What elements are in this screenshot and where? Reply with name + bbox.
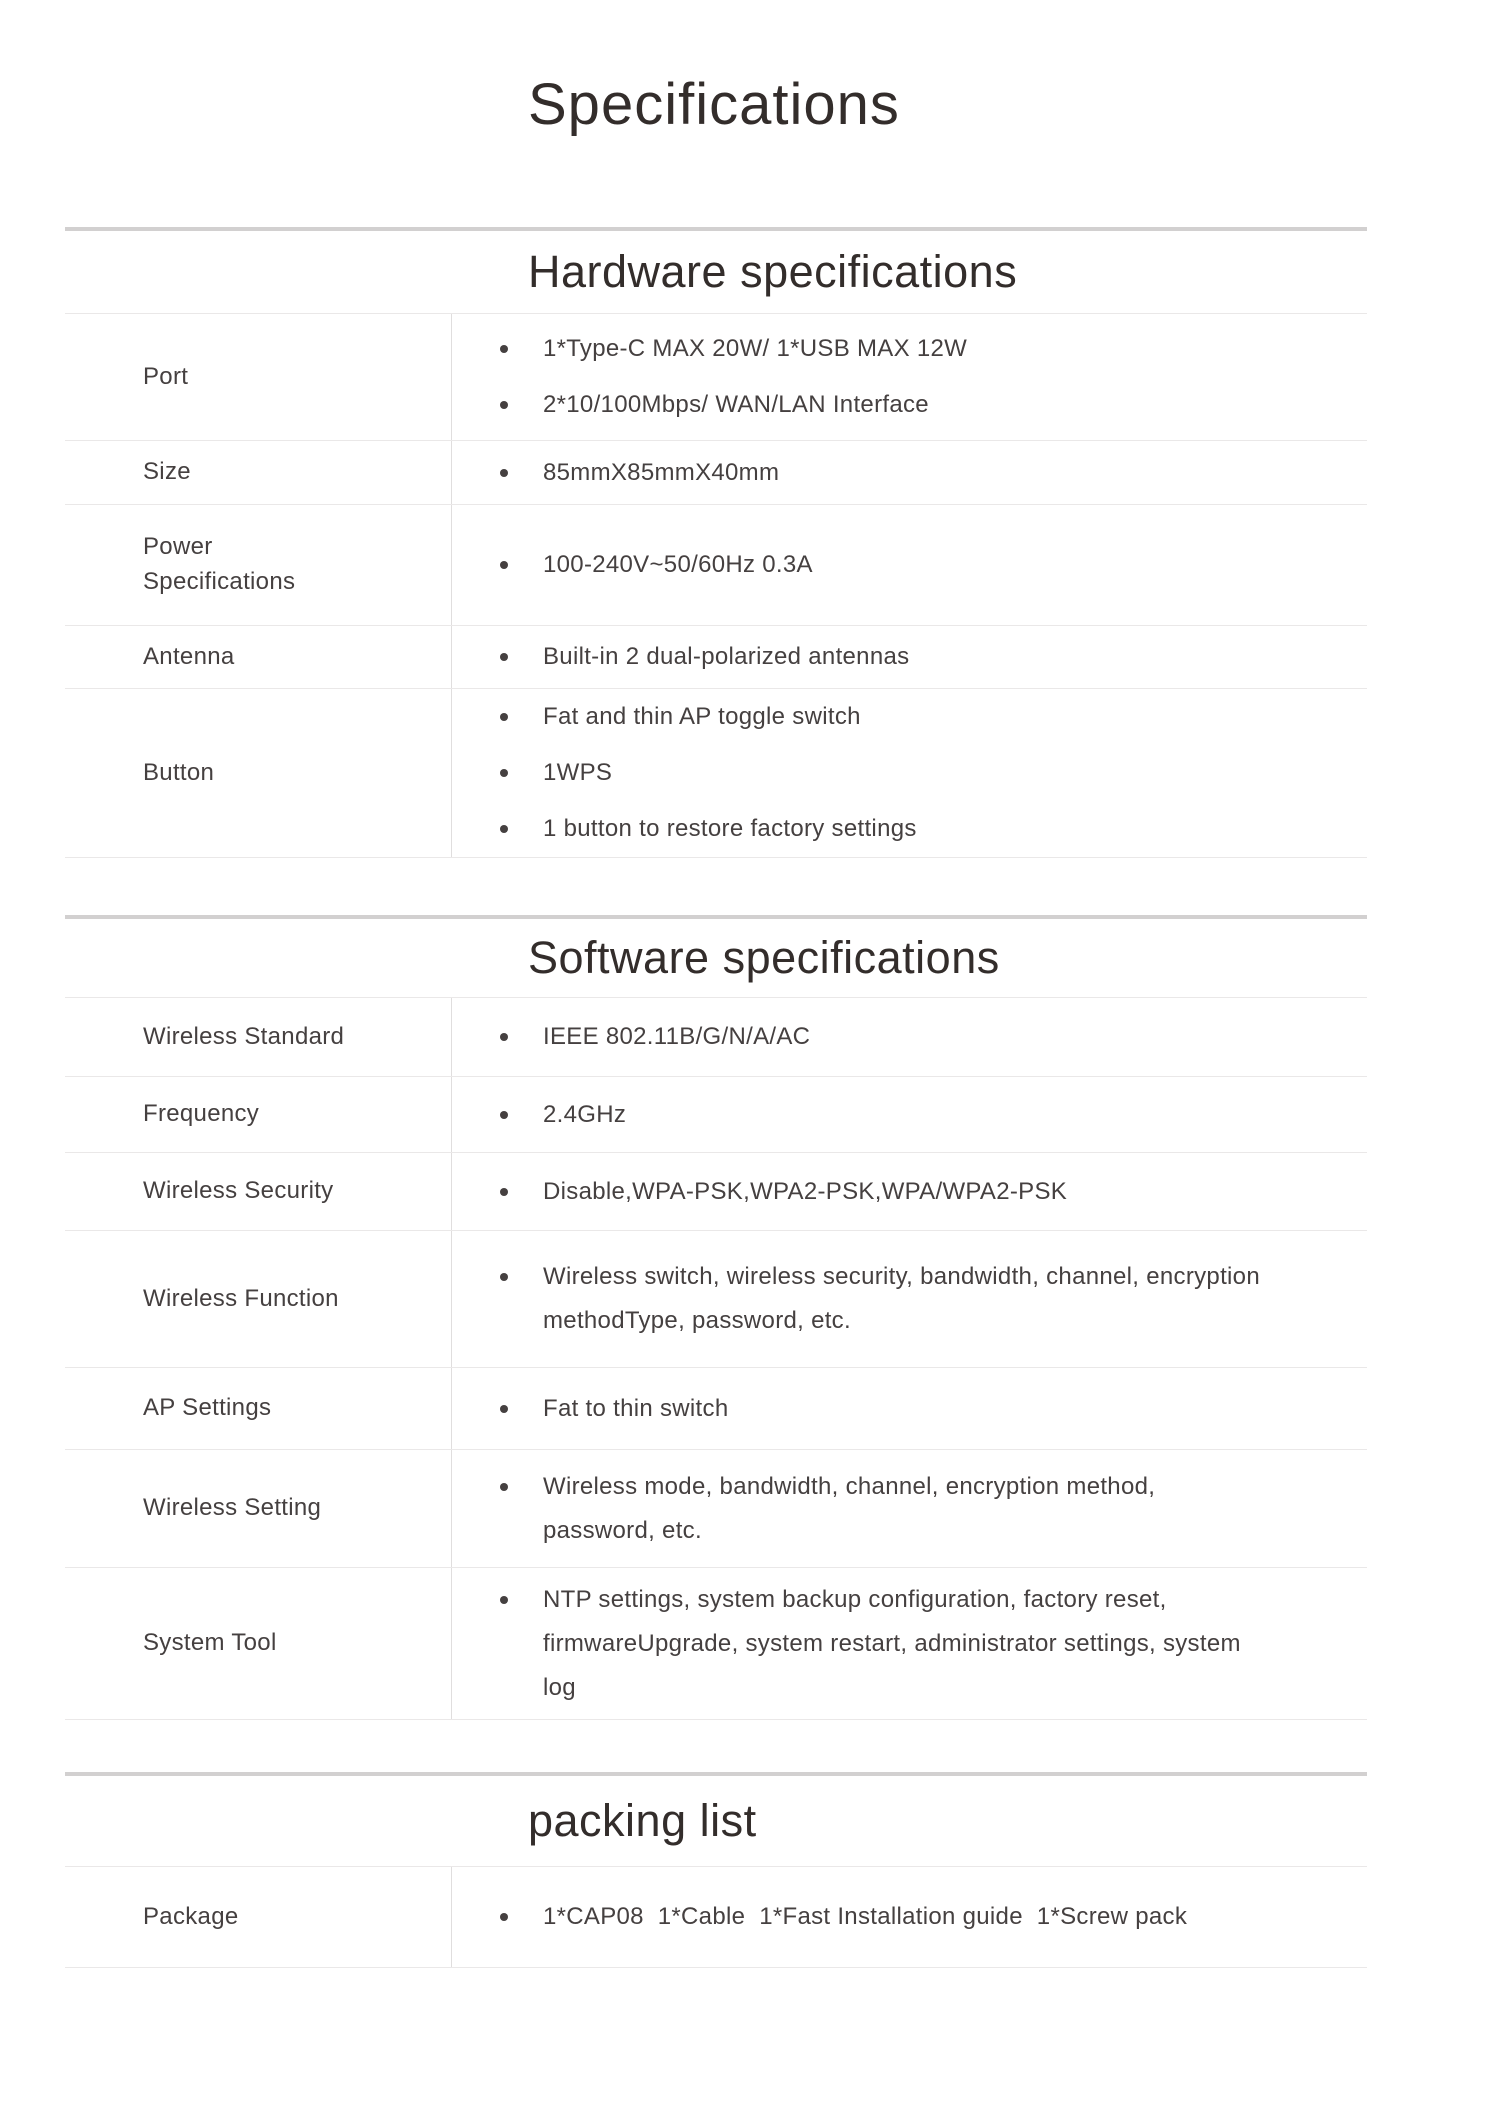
spec-item-text: 2.4GHz xyxy=(543,1100,627,1128)
spec-item-text: Wireless switch, wireless security, bandwidth, channel, encryption methodType, password, etc. xyxy=(543,1263,1267,1334)
bullet-icon xyxy=(500,1483,508,1491)
row-label: Size xyxy=(143,458,191,486)
bullet-icon xyxy=(500,561,508,569)
spec-item-text: Wireless mode, bandwidth, channel, encryption method, password, etc. xyxy=(543,1472,1163,1544)
bullet-icon xyxy=(500,653,508,661)
bullet-icon xyxy=(500,769,508,777)
section-heading: packing list xyxy=(65,1776,1367,1867)
bullet-icon xyxy=(500,1913,508,1921)
row-content-cell xyxy=(452,689,1367,857)
spec-row xyxy=(65,1231,1367,1368)
section-heading: Hardware specifications xyxy=(65,231,1367,314)
bullet-item xyxy=(500,807,1337,851)
spec-item-text: Disable,WPA-PSK,WPA2-PSK,WPA/WPA2-PSK xyxy=(543,1177,1068,1205)
bullet-item xyxy=(500,327,1337,371)
row-content-cell xyxy=(452,998,1367,1076)
section-heading: Software specifications xyxy=(65,919,1367,998)
row-label-cell xyxy=(65,1867,452,1967)
spec-section-software xyxy=(65,915,1367,1720)
bullet-icon xyxy=(500,345,508,353)
row-label-cell xyxy=(65,505,452,625)
spec-row xyxy=(65,1450,1367,1568)
bullet-icon xyxy=(500,1596,508,1604)
row-content-cell xyxy=(452,505,1367,625)
row-label: Port xyxy=(143,362,189,390)
spec-sections xyxy=(0,227,1500,1968)
bullet-item xyxy=(500,1578,1337,1710)
row-label: Wireless Setting xyxy=(143,1494,322,1522)
row-label-cell xyxy=(65,1231,452,1367)
spec-row xyxy=(65,314,1367,441)
spec-row xyxy=(65,1077,1367,1153)
bullet-icon xyxy=(500,713,508,721)
bullet-item xyxy=(500,1170,1337,1214)
spec-section-hardware xyxy=(65,227,1367,858)
spec-item-text: Built-in 2 dual-polarized antennas xyxy=(543,643,910,670)
bullet-item xyxy=(500,751,1337,795)
bullet-item xyxy=(500,543,1337,587)
row-content-cell xyxy=(452,1867,1367,1967)
spec-item-text: 1WPS xyxy=(543,759,613,786)
spec-item-text: 1 button to restore factory settings xyxy=(543,815,917,842)
row-label: Wireless Security xyxy=(143,1177,334,1205)
row-content-cell xyxy=(452,1568,1367,1719)
bullet-item xyxy=(500,1015,1337,1059)
bullet-icon xyxy=(500,825,508,833)
row-content-cell xyxy=(452,1077,1367,1152)
row-label-cell xyxy=(65,314,452,440)
row-content-cell xyxy=(452,1368,1367,1449)
bullet-icon xyxy=(500,1273,508,1281)
row-label: Antenna xyxy=(143,642,235,670)
spec-row xyxy=(65,1867,1367,1968)
row-label: Wireless Function xyxy=(143,1284,339,1312)
spec-item-text: 1*CAP08 1*Cable 1*Fast Installation guide 1*Screw pack xyxy=(543,1903,1188,1930)
bullet-item xyxy=(500,1895,1337,1939)
bullet-icon xyxy=(500,1188,508,1196)
spec-item-text: 100-240V~50/60Hz 0.3A xyxy=(543,551,813,578)
row-label-cell xyxy=(65,998,452,1076)
row-label: Frequency xyxy=(143,1100,260,1128)
row-content-cell xyxy=(452,626,1367,688)
spec-row xyxy=(65,1153,1367,1231)
row-label-cell xyxy=(65,1368,452,1449)
spec-item-text: IEEE 802.11B/G/N/A/AC xyxy=(543,1023,811,1050)
bullet-icon xyxy=(500,1111,508,1119)
bullet-item xyxy=(500,1387,1337,1431)
page-title: Specifications xyxy=(528,72,900,137)
spec-row xyxy=(65,441,1367,505)
row-label-cell xyxy=(65,689,452,857)
spec-row xyxy=(65,626,1367,689)
spec-item-text: 85mmX85mmX40mm xyxy=(543,458,780,486)
spec-row xyxy=(65,998,1367,1077)
spec-item-text: Fat to thin switch xyxy=(543,1394,729,1422)
bullet-item xyxy=(500,695,1337,739)
row-label-cell xyxy=(65,1153,452,1230)
bullet-item xyxy=(500,635,1337,679)
spec-item-text: Fat and thin AP toggle switch xyxy=(543,703,861,730)
row-label: Package xyxy=(143,1902,239,1930)
bullet-item xyxy=(500,383,1337,427)
spec-item-text: NTP settings, system backup configuration, factory reset, firmwareUpgrade, system restart, administrator settings, system log xyxy=(543,1585,1248,1701)
row-content-cell xyxy=(452,441,1367,504)
row-label-cell xyxy=(65,441,452,504)
bullet-item xyxy=(500,1465,1337,1553)
bullet-item xyxy=(500,1093,1337,1137)
row-label-cell xyxy=(65,626,452,688)
bullet-icon xyxy=(500,1033,508,1041)
row-label: AP Settings xyxy=(143,1394,272,1422)
row-label: Wireless Standard xyxy=(143,1022,345,1050)
row-label-cell xyxy=(65,1450,452,1567)
spec-item-text: 1*Type-C MAX 20W/ 1*USB MAX 12W xyxy=(543,335,968,362)
spec-row xyxy=(65,1568,1367,1720)
row-label-cell xyxy=(65,1568,452,1719)
bullet-item xyxy=(500,1255,1337,1343)
row-content-cell xyxy=(452,314,1367,440)
row-content-cell xyxy=(452,1153,1367,1230)
spec-row xyxy=(65,689,1367,858)
bullet-icon xyxy=(500,469,508,477)
bullet-icon xyxy=(500,1405,508,1413)
row-content-cell xyxy=(452,1231,1367,1367)
row-label: Button xyxy=(143,758,215,786)
row-label: System Tool xyxy=(143,1629,277,1657)
row-content-cell xyxy=(452,1450,1367,1567)
row-label: Power Specifications xyxy=(143,533,296,595)
spec-section-packing xyxy=(65,1772,1367,1968)
bullet-item xyxy=(500,451,1337,495)
spec-row xyxy=(65,1368,1367,1450)
bullet-icon xyxy=(500,401,508,409)
row-label-cell xyxy=(65,1077,452,1152)
spec-item-text: 2*10/100Mbps/ WAN/LAN Interface xyxy=(543,391,929,418)
spec-row xyxy=(65,505,1367,626)
